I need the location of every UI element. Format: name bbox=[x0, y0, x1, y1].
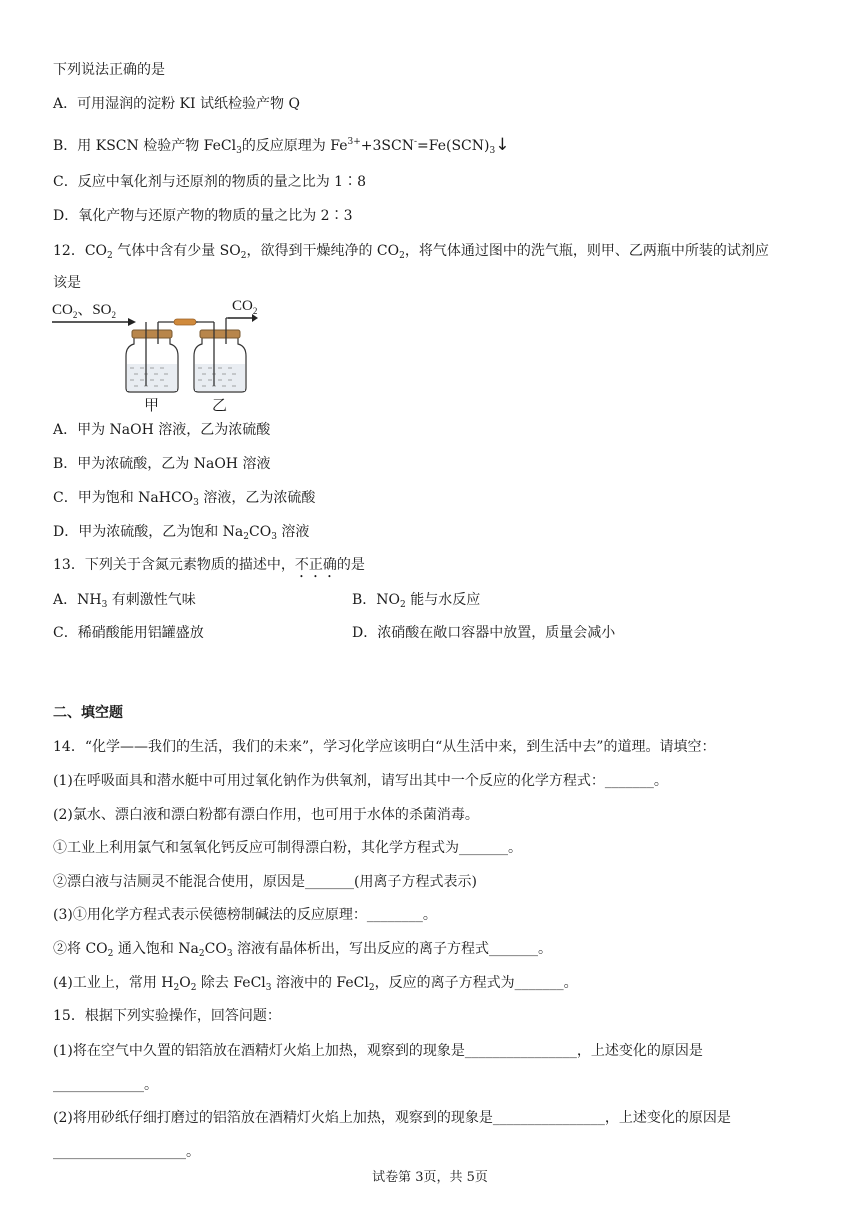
bottle-yi-label: 乙 bbox=[212, 398, 228, 414]
emphasis-not-correct: 不正确 bbox=[294, 557, 337, 573]
q11-stem: 下列说法正确的是 bbox=[53, 62, 165, 78]
q14-part3-sub2: ②将 $CO_2$ 通入饱和 $Na_2CO_3$ 溶液有晶体析出，写出反应的离子方程式_______。 bbox=[53, 941, 552, 959]
q13-option-d: D．浓硝酸在敞口容器中放置，质量会减小 bbox=[352, 625, 616, 641]
q15-part2: (2)将用砂纸仔细打磨过的铝箔放在酒精灯火焰上加热，观察到的现象是________________，上述变化的原因是 bbox=[53, 1110, 731, 1126]
q11-option-c: C．反应中氧化剂与还原剂的物质的量之比为 1∶8 bbox=[53, 174, 366, 190]
q15-part1: (1)将在空气中久置的铝箔放在酒精灯火焰上加热，观察到的现象是________________，上述变化的原因是 bbox=[53, 1043, 703, 1059]
q14-part1: (1)在呼吸面具和潜水艇中可用过氧化钠作为供氧剂，请写出其中一个反应的化学方程式：_______。 bbox=[53, 773, 668, 789]
q14-part2: (2)氯水、漂白液和漂白粉都有漂白作用，也可用于水体的杀菌消毒。 bbox=[53, 807, 479, 823]
q14-part3-sub1: (3)①用化学方程式表示侯德榜制碱法的反应原理：________。 bbox=[53, 907, 437, 923]
bottle-jia bbox=[126, 322, 198, 392]
q12-option-a: A．甲为 NaOH 溶液，乙为浓硫酸 bbox=[53, 422, 271, 438]
q14-part2-sub1: ①工业上利用氯气和氢氧化钙反应可制得漂白粉，其化学方程式为_______。 bbox=[53, 840, 522, 856]
q11-option-a: A．可用湿润的淀粉 KI 试纸检验产物 Q bbox=[53, 96, 300, 112]
rubber-tube-connector bbox=[174, 319, 196, 325]
page-footer: 试卷第 3页，共 5页 bbox=[372, 1170, 488, 1185]
q11-option-b: B．用 KSCN 检验产物 FeCl$_3$的反应原理为 $Fe^{3+}+3SCN^-=Fe(SCN)_3↓$ bbox=[53, 135, 510, 156]
q12-option-d: D．甲为浓硫酸，乙为饱和 $Na_2CO_3$ 溶液 bbox=[53, 524, 310, 542]
q12-option-b: B．甲为浓硫酸，乙为 NaOH 溶液 bbox=[53, 456, 271, 472]
section-heading-fill-in: 二、填空题 bbox=[53, 705, 123, 721]
q12-option-c: C．甲为饱和 NaHCO$_3$ 溶液，乙为浓硫酸 bbox=[53, 490, 316, 508]
q12-stem-line1: 12．$CO_2$ 气体中含有少量 $SO_2$，欲得到干燥纯净的 $CO_2$，将气体通过图中的洗气瓶，则甲、乙两瓶中所装的试剂应 bbox=[53, 243, 769, 261]
q14-stem: 14．“化学——我们的生活，我们的未来”，学习化学应该明白“从生活中来，到生活中去”的道理。请填空： bbox=[53, 739, 716, 755]
bottle-yi bbox=[194, 318, 246, 392]
q14-part4: (4)工业上，常用 $H_2O_2$ 除去 FeCl$_3$ 溶液中的 FeCl$_2$，反应的离子方程式为_______。 bbox=[53, 975, 578, 993]
precipitate-arrow-icon: ↓ bbox=[495, 135, 510, 155]
q12-stem-line2: 该是 bbox=[53, 275, 81, 291]
q13-stem: 13．下列关于含氮元素物质的描述中，不正确的是 bbox=[53, 557, 365, 573]
q13-option-b: B．$NO_2$ 能与水反应 bbox=[352, 592, 481, 610]
q14-part2-sub2: ②漂白液与洁厕灵不能混合使用，原因是_______(用离子方程式表示) bbox=[53, 874, 477, 890]
q13-option-c: C．稀硝酸能用铝罐盛放 bbox=[53, 625, 204, 641]
q11-option-d: D．氧化产物与还原产物的物质的量之比为 2∶3 bbox=[53, 208, 353, 224]
q15-part2-cont: ___________________。 bbox=[53, 1144, 200, 1160]
outlet-gas-label: $CO_2$ bbox=[232, 298, 258, 316]
q15-stem: 15．根据下列实验操作，回答问题： bbox=[53, 1008, 281, 1024]
gas-washing-bottles-diagram bbox=[48, 296, 258, 414]
q15-part1-cont: _____________。 bbox=[53, 1077, 158, 1093]
bottle-jia-label: 甲 bbox=[144, 398, 160, 414]
inlet-gas-label: $CO_2$、$SO_2$ bbox=[52, 302, 117, 320]
q13-option-a: A．$NH_3$ 有刺激性气味 bbox=[53, 592, 196, 610]
